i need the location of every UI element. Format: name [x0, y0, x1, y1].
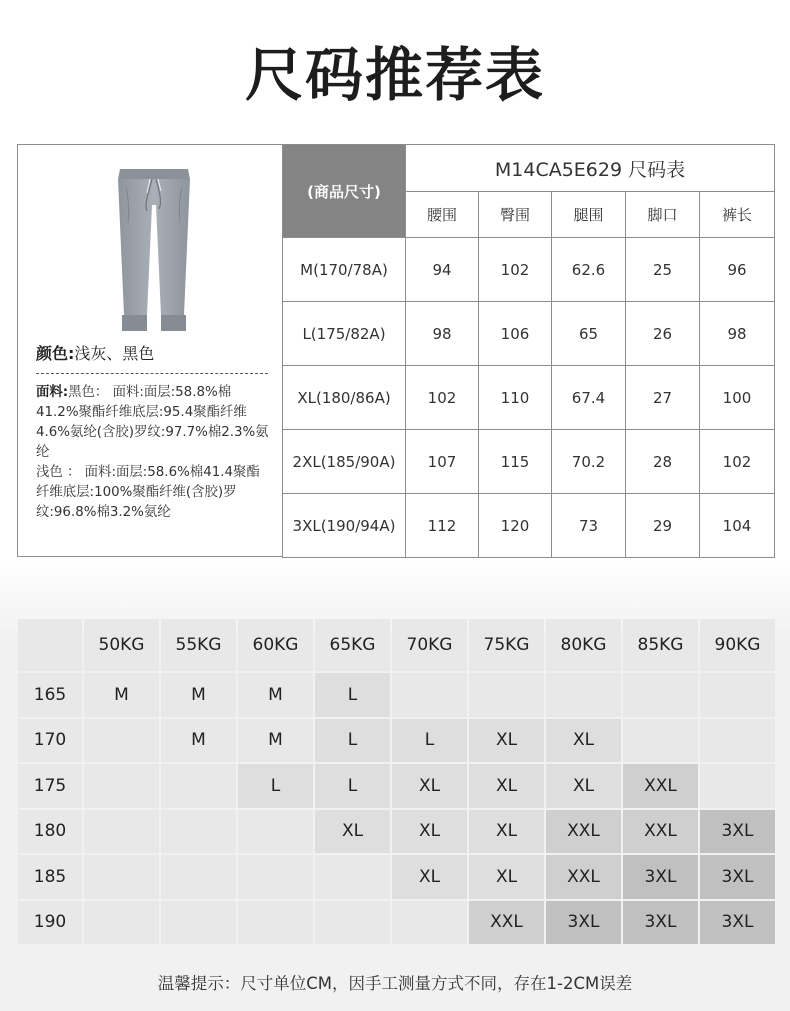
weight-header: 70KG: [392, 619, 467, 671]
recommended-size-cell: XXL: [623, 764, 698, 808]
table-cell: 94: [406, 238, 479, 302]
height-label: 165: [18, 673, 82, 717]
table-cell: 104: [700, 494, 775, 558]
recommended-size-cell: XL: [546, 719, 621, 763]
recommended-size-cell: 3XL: [700, 855, 775, 899]
table-cell: 120: [479, 494, 552, 558]
recommendation-row: [18, 855, 775, 899]
column-header-hem: 脚口: [626, 192, 700, 238]
table-cell: 96: [700, 238, 775, 302]
recommended-size-cell: M: [161, 673, 236, 717]
table-row: [283, 302, 775, 366]
recommended-size-cell: XL: [469, 719, 544, 763]
column-header-thigh: 腿围: [552, 192, 626, 238]
recommended-size-cell: [84, 764, 159, 808]
recommended-size-cell: XL: [315, 810, 390, 854]
recommended-size-cell: XXL: [469, 901, 544, 945]
recommendation-row: [18, 719, 775, 763]
column-header-hip: 臀围: [479, 192, 552, 238]
recommended-size-cell: XL: [469, 855, 544, 899]
height-label: 180: [18, 810, 82, 854]
height-label: 170: [18, 719, 82, 763]
recommended-size-cell: XXL: [546, 810, 621, 854]
recommended-size-cell: XL: [392, 764, 467, 808]
recommended-size-cell: [392, 673, 467, 717]
recommended-size-cell: L: [238, 764, 313, 808]
table-cell: 28: [626, 430, 700, 494]
size-label: M(170/78A): [283, 238, 406, 302]
column-header-waist: 腰围: [406, 192, 479, 238]
recommended-size-cell: XL: [392, 855, 467, 899]
height-label: 190: [18, 901, 82, 945]
recommended-size-cell: [161, 764, 236, 808]
table-cell: 107: [406, 430, 479, 494]
color-value: 浅灰、黑色: [74, 344, 155, 363]
table-cell: 102: [479, 238, 552, 302]
table-cell: 102: [700, 430, 775, 494]
recommended-size-cell: [84, 719, 159, 763]
table-cell: 26: [626, 302, 700, 366]
product-info-panel: [17, 144, 283, 557]
table-cell: 98: [700, 302, 775, 366]
divider: [36, 373, 268, 374]
height-label: 175: [18, 764, 82, 808]
recommended-size-cell: [161, 901, 236, 945]
recommended-size-cell: [161, 810, 236, 854]
recommended-size-cell: [315, 901, 390, 945]
weight-header: 50KG: [84, 619, 159, 671]
table-row: [283, 238, 775, 302]
recommendation-row: [18, 764, 775, 808]
size-header-label: (商品尺寸): [283, 145, 406, 238]
weight-header: 60KG: [238, 619, 313, 671]
recommended-size-cell: XXL: [623, 810, 698, 854]
weight-header: 80KG: [546, 619, 621, 671]
color-label: 颜色:: [36, 344, 75, 363]
recommended-size-cell: 3XL: [700, 810, 775, 854]
table-cell: 100: [700, 366, 775, 430]
recommended-size-cell: XL: [469, 810, 544, 854]
recommended-size-cell: M: [84, 673, 159, 717]
table-cell: 73: [552, 494, 626, 558]
recommendation-row: [18, 901, 775, 945]
recommended-size-cell: L: [315, 719, 390, 763]
table-cell: 27: [626, 366, 700, 430]
recommended-size-cell: [84, 855, 159, 899]
fabric-text-light: 浅色 ： 面料:面层:58.6%棉41.4聚酯纤维底层:100%聚酯纤维(含胶)罗纹:96.8%棉3.2%氨纶: [36, 465, 260, 520]
recommended-size-cell: L: [392, 719, 467, 763]
size-label: 3XL(190/94A): [283, 494, 406, 558]
tip-text: 温馨提示：尺寸单位CM，因手工测量方式不同，存在1-2CM误差: [157, 974, 633, 993]
table-row: [283, 366, 775, 430]
recommended-size-cell: [700, 719, 775, 763]
table-cell: 25: [626, 238, 700, 302]
weight-header: 65KG: [315, 619, 390, 671]
recommendation-row: [18, 673, 775, 717]
table-cell: 67.4: [552, 366, 626, 430]
weight-header-row: [18, 619, 775, 671]
recommended-size-cell: [392, 901, 467, 945]
column-header-length: 裤长: [700, 192, 775, 238]
table-row: [283, 494, 775, 558]
page-title: 尺码推荐表: [244, 41, 545, 109]
recommended-size-cell: XL: [546, 764, 621, 808]
fabric-info: [36, 383, 272, 523]
size-table: [282, 144, 775, 558]
size-label: L(175/82A): [283, 302, 406, 366]
weight-header: 85KG: [623, 619, 698, 671]
recommended-size-cell: 3XL: [700, 901, 775, 945]
table-cell: 98: [406, 302, 479, 366]
table-cell: 112: [406, 494, 479, 558]
recommended-size-cell: XXL: [546, 855, 621, 899]
recommended-size-cell: [623, 719, 698, 763]
recommended-size-cell: [161, 855, 236, 899]
recommended-size-cell: XL: [469, 764, 544, 808]
table-cell: 65: [552, 302, 626, 366]
table-cell: 70.2: [552, 430, 626, 494]
recommended-size-cell: M: [161, 719, 236, 763]
size-label: XL(180/86A): [283, 366, 406, 430]
recommended-size-cell: [700, 673, 775, 717]
recommended-size-cell: [700, 764, 775, 808]
recommended-size-cell: [315, 855, 390, 899]
model-title: M14CA5E629 尺码表: [406, 145, 775, 192]
recommended-size-cell: L: [315, 764, 390, 808]
table-row: [283, 430, 775, 494]
recommended-size-cell: [623, 673, 698, 717]
corner-cell: [18, 619, 82, 671]
recommended-size-cell: 3XL: [623, 855, 698, 899]
table-cell: 110: [479, 366, 552, 430]
table-cell: 102: [406, 366, 479, 430]
fabric-label: 面料:: [36, 385, 69, 400]
recommended-size-cell: L: [315, 673, 390, 717]
recommended-size-cell: 3XL: [623, 901, 698, 945]
table-cell: 29: [626, 494, 700, 558]
recommended-size-cell: 3XL: [546, 901, 621, 945]
recommended-size-cell: [546, 673, 621, 717]
recommended-size-cell: M: [238, 673, 313, 717]
table-cell: 62.6: [552, 238, 626, 302]
recommended-size-cell: [238, 855, 313, 899]
recommended-size-cell: [238, 901, 313, 945]
height-label: 185: [18, 855, 82, 899]
recommendation-row: [18, 810, 775, 854]
size-label: 2XL(185/90A): [283, 430, 406, 494]
recommended-size-cell: XL: [392, 810, 467, 854]
recommended-size-cell: [84, 810, 159, 854]
table-cell: 115: [479, 430, 552, 494]
fabric-text-black: 黑色： 面料:面层:58.8%棉41.2%聚酯纤维底层:95.4聚酯纤维4.6%氨纶(含胶)罗纹:97.7%棉2.3%氨纶: [36, 385, 269, 460]
recommendation-grid: [16, 617, 777, 946]
color-info: [36, 341, 154, 364]
recommended-size-cell: M: [238, 719, 313, 763]
recommended-size-cell: [469, 673, 544, 717]
weight-header: 55KG: [161, 619, 236, 671]
recommended-size-cell: [84, 901, 159, 945]
table-cell: 106: [479, 302, 552, 366]
pants-image: [114, 165, 194, 335]
weight-header: 75KG: [469, 619, 544, 671]
weight-header: 90KG: [700, 619, 775, 671]
recommended-size-cell: [238, 810, 313, 854]
